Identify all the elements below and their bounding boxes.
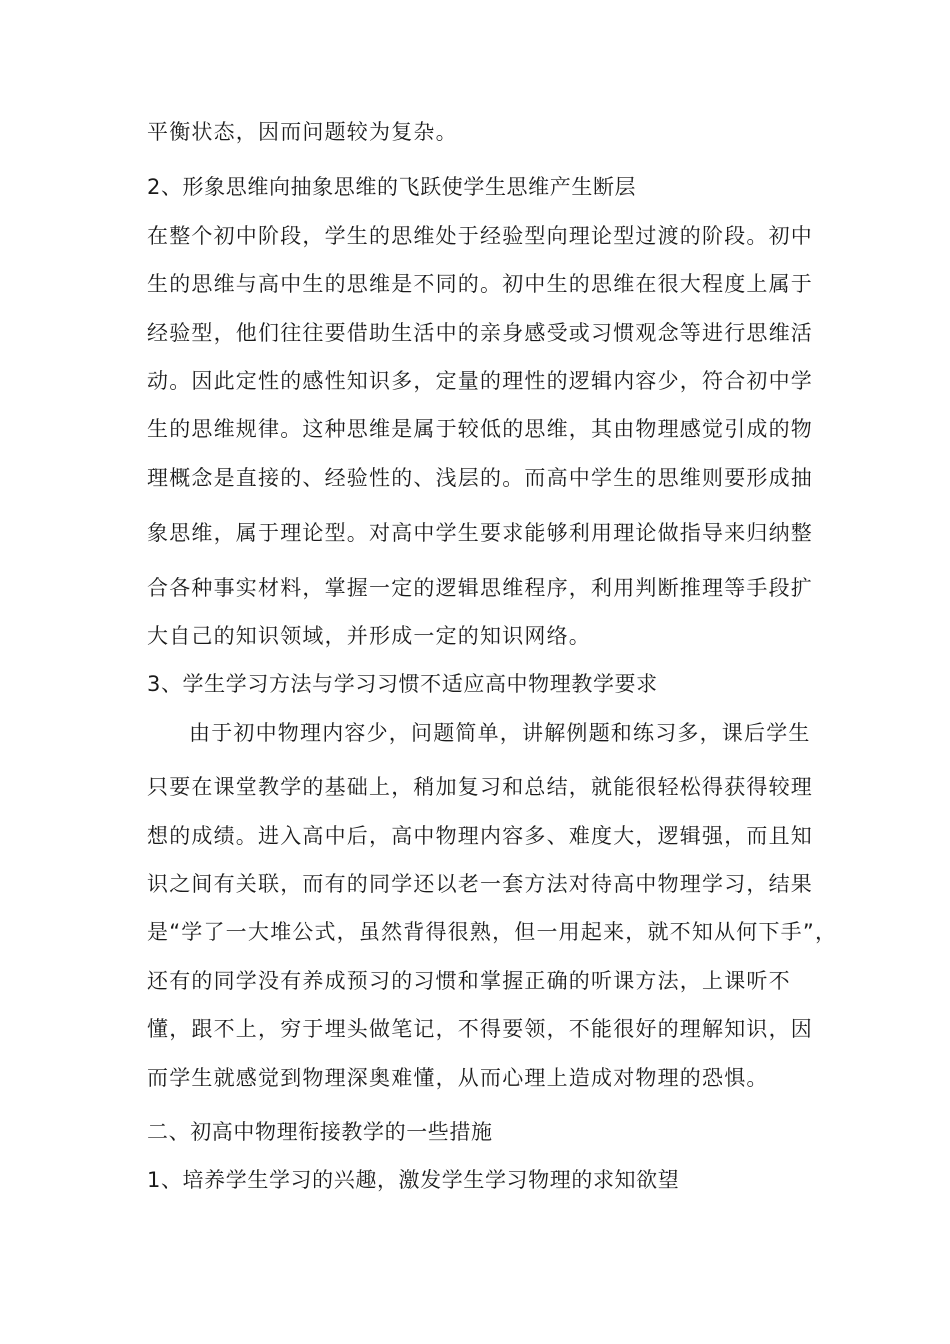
paragraph-line: 平衡状态，因而问题较为复杂。	[147, 120, 458, 144]
paragraph-line: 还有的同学没有养成预习的习惯和掌握正确的听课方法，上课听不	[147, 969, 791, 993]
paragraph-line: 理概念是直接的、经验性的、浅层的。而高中学生的思维则要形成抽	[147, 466, 813, 490]
section-heading: 1、培养学生学习的兴趣，激发学生学习物理的求知欲望	[147, 1168, 680, 1192]
paragraph-line: 动。因此定性的感性知识多，定量的理性的逻辑内容少，符合初中学	[147, 369, 813, 393]
paragraph-line: 懂，跟不上，穷于埋头做笔记，不得要领，不能很好的理解知识，因	[147, 1017, 813, 1041]
paragraph-line: 经验型，他们往往要借助生活中的亲身感受或习惯观念等进行思维活	[147, 321, 813, 345]
paragraph-line: 识之间有关联，而有的同学还以老一套方法对待高中物理学习，结果	[147, 872, 813, 896]
paragraph-line: 只要在课堂教学的基础上，稍加复习和总结，就能很轻松得获得较理	[147, 775, 813, 799]
paragraph-line: 而学生就感觉到物理深奥难懂，从而心理上造成对物理的恐惧。	[147, 1066, 769, 1090]
paragraph-line: 生的思维与高中生的思维是不同的。初中生的思维在很大程度上属于	[147, 272, 813, 296]
section-heading: 3、学生学习方法与学习习惯不适应高中物理教学要求	[147, 672, 658, 696]
paragraph-line: 生的思维规律。这种思维是属于较低的思维，其由物理感觉引成的物	[147, 417, 813, 441]
paragraph-line: 在整个初中阶段，学生的思维处于经验型向理论型过渡的阶段。初中	[147, 224, 813, 248]
paragraph-line: 象思维，属于理论型。对高中学生要求能够利用理论做指导来归纳整	[147, 521, 813, 545]
paragraph-line: 想的成绩。进入高中后，高中物理内容多、难度大，逻辑强，而且知	[147, 824, 813, 848]
section-heading: 二、初高中物理衔接教学的一些措施	[147, 1120, 493, 1144]
paragraph-line: 是“学了一大堆公式，虽然背得很熟，但一用起来，就不知从何下手”，	[147, 920, 838, 944]
paragraph-line: 合各种事实材料，掌握一定的逻辑思维程序，利用判断推理等手段扩	[147, 576, 813, 600]
paragraph-line: 大自己的知识领域，并形成一定的知识网络。	[147, 624, 591, 648]
section-heading: 2、形象思维向抽象思维的飞跃使学生思维产生断层	[147, 175, 637, 199]
paragraph-line: 由于初中物理内容少，问题简单，讲解例题和练习多，课后学生	[189, 721, 811, 745]
